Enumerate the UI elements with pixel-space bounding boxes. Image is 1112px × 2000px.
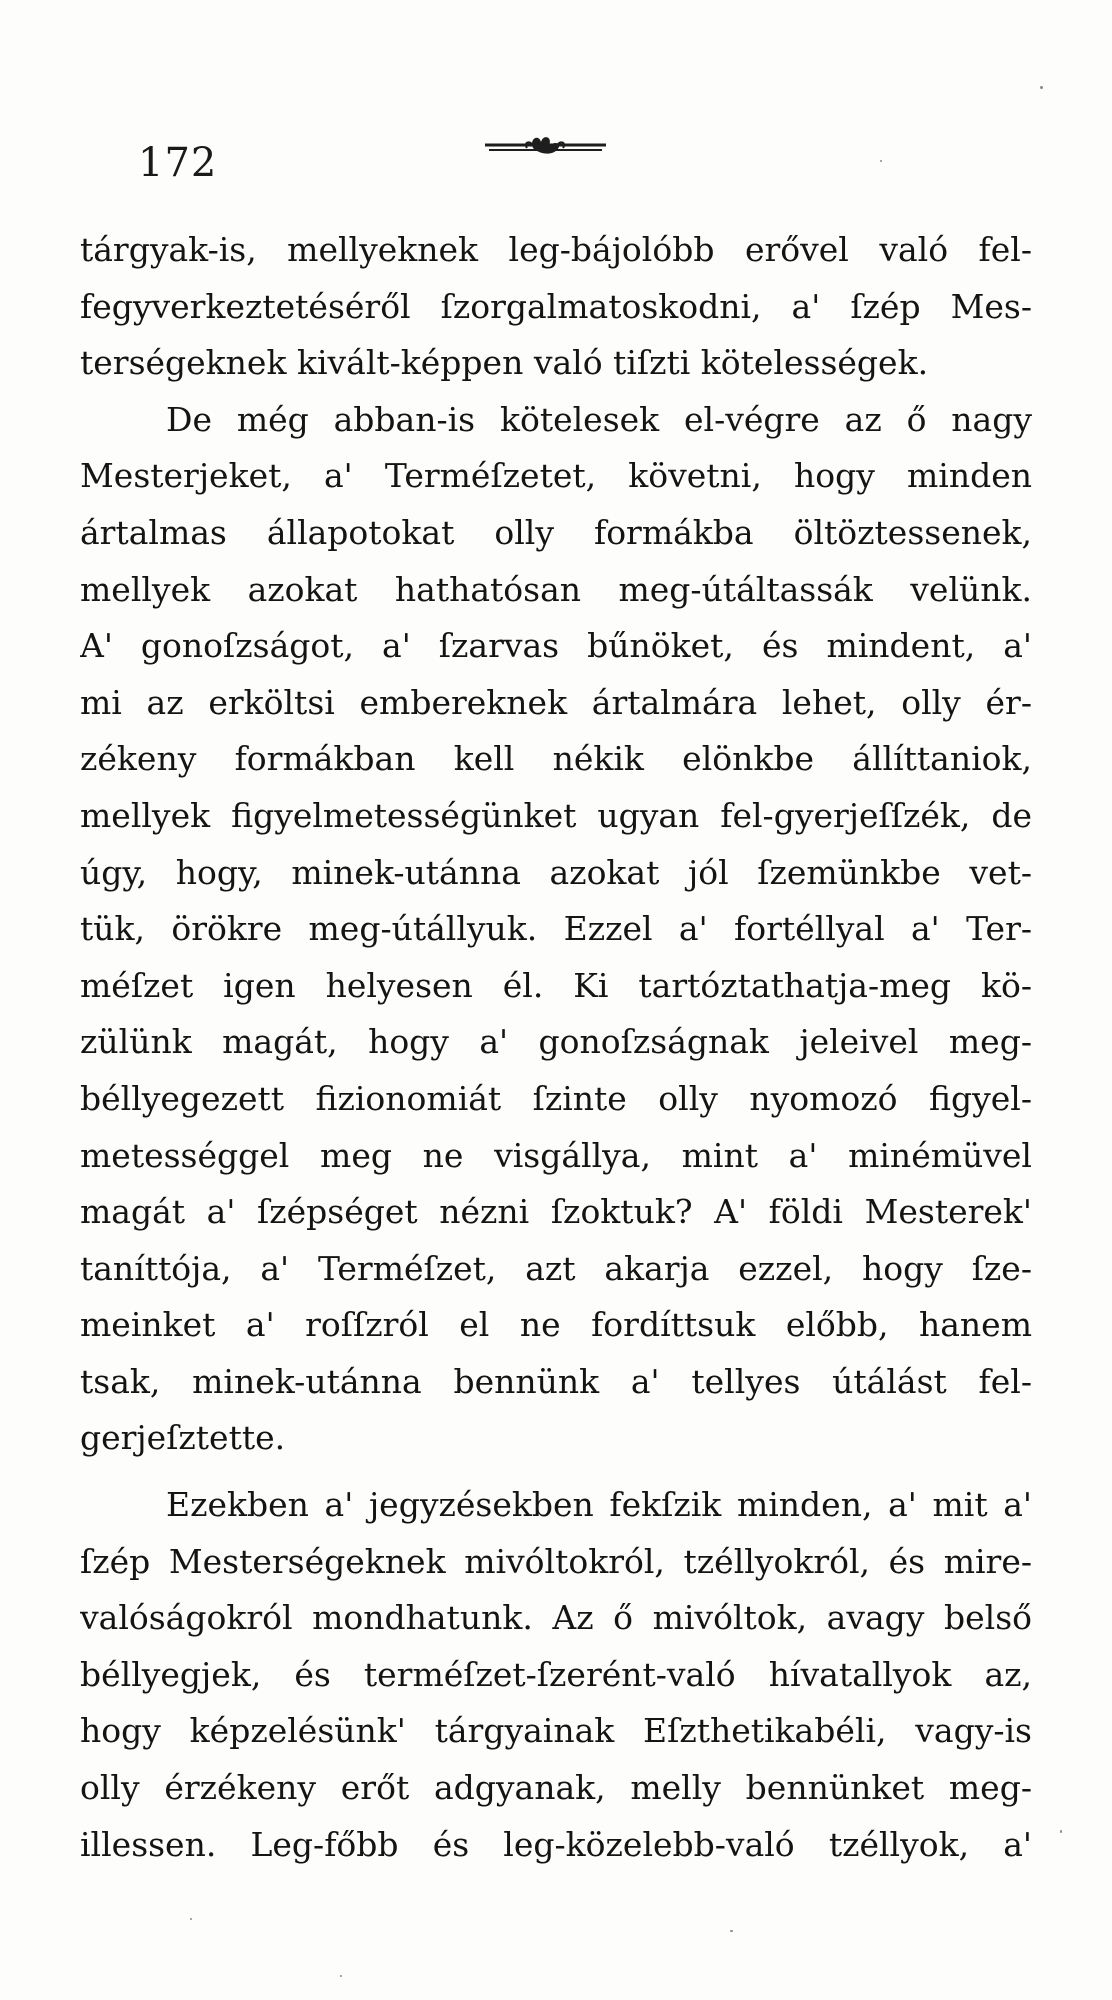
paper-speck xyxy=(1060,1830,1062,1833)
text-line: mellyek figyelmetességünket ugyan fel-gyerjeſſzék, de xyxy=(80,795,1032,835)
text-line: méſzet igen helyesen él. Ki tartóztathatja-meg kö- xyxy=(80,965,1032,1005)
text-line: ártalmas állapotokat olly formákba öltöztessenek, xyxy=(80,512,1032,552)
text-line: olly érzékeny erőt adgyanak, melly bennünket meg- xyxy=(80,1768,1032,1808)
text-line: béllyegjek, és terméſzet-ſzerént-való hívatallyok az, xyxy=(80,1654,1032,1694)
text-line: hogy képzelésünk' tárgyainak Eſzthetikabéli, vagy-is xyxy=(80,1711,1032,1751)
text-line: taníttója, a' Terméſzet, azt akarja ezzel, hogy ſze- xyxy=(80,1248,1032,1288)
text-line: mellyek azokat hathatósan meg-útáltassák velünk. xyxy=(80,569,1032,609)
text-line: úgy, hogy, minek-utánna azokat jól ſzemünkbe vet- xyxy=(80,852,1032,892)
paper-speck xyxy=(1040,86,1043,89)
page-number: 172 xyxy=(138,140,218,186)
paper-speck xyxy=(880,160,882,162)
text-line: tárgyak-is, mellyeknek leg-bájolóbb erővel való fel- xyxy=(80,230,1032,269)
text-line: valóságokról mondhatunk. Az ő mivóltok, avagy belső xyxy=(80,1598,1032,1638)
text-line: mi az erköltsi embereknek ártalmára lehet, olly ér- xyxy=(80,682,1032,722)
text-line: zülünk magát, hogy a' gonoſzságnak jeleivel meg- xyxy=(80,1022,1032,1062)
text-line: Ezekben a' jegyzésekben fekſzik minden, a' mit a' xyxy=(166,1485,1032,1525)
text-line: béllyegezett fizionomiát ſzinte olly nyomozó figyel- xyxy=(80,1078,1032,1118)
text-line: meinket a' roſſzról el ne fordíttsuk előbb, hanem xyxy=(80,1305,1032,1345)
text-line: fegyverkeztetéséről ſzorgalmatoskodni, a' ſzép Mes- xyxy=(80,286,1032,326)
text-line: tük, örökre meg-útállyuk. Ezzel a' fortéllyal a' Ter- xyxy=(80,909,1032,949)
text-line: ſzép Mesterségeknek mivóltokról, tzéllyokról, és mire- xyxy=(80,1541,1032,1581)
text-line: metességgel meg ne visgállya, mint a' minémüvel xyxy=(80,1135,1032,1175)
body-text xyxy=(80,222,1032,1873)
ornament-icon xyxy=(483,132,608,162)
paper-speck xyxy=(730,1930,733,1932)
text-line: gerjeſztette. xyxy=(80,1418,286,1458)
text-line: De még abban-is kötelesek el-végre az ő nagy xyxy=(166,399,1032,439)
paper-speck xyxy=(190,1918,192,1920)
paper-speck xyxy=(340,1975,342,1977)
text-line: illessen. Leg-főbb és leg-közelebb-való tzéllyok, a' xyxy=(80,1824,1032,1864)
text-line: tsak, minek-utánna bennünk a' tellyes útálást fel- xyxy=(80,1361,1032,1401)
text-line: zékeny formákban kell nékik elönkbe állíttaniok, xyxy=(80,739,1032,779)
text-line: A' gonoſzságot, a' ſzarvas bűnöket, és mindent, a' xyxy=(80,626,1032,666)
text-line: magát a' ſzépséget nézni ſzoktuk? A' földi Mesterek' xyxy=(80,1192,1032,1232)
text-line: Mesterjeket, a' Terméſzetet, követni, hogy minden xyxy=(80,456,1032,496)
text-line: terségeknek kivált-képpen való tiſzti kötelességek. xyxy=(80,343,929,383)
